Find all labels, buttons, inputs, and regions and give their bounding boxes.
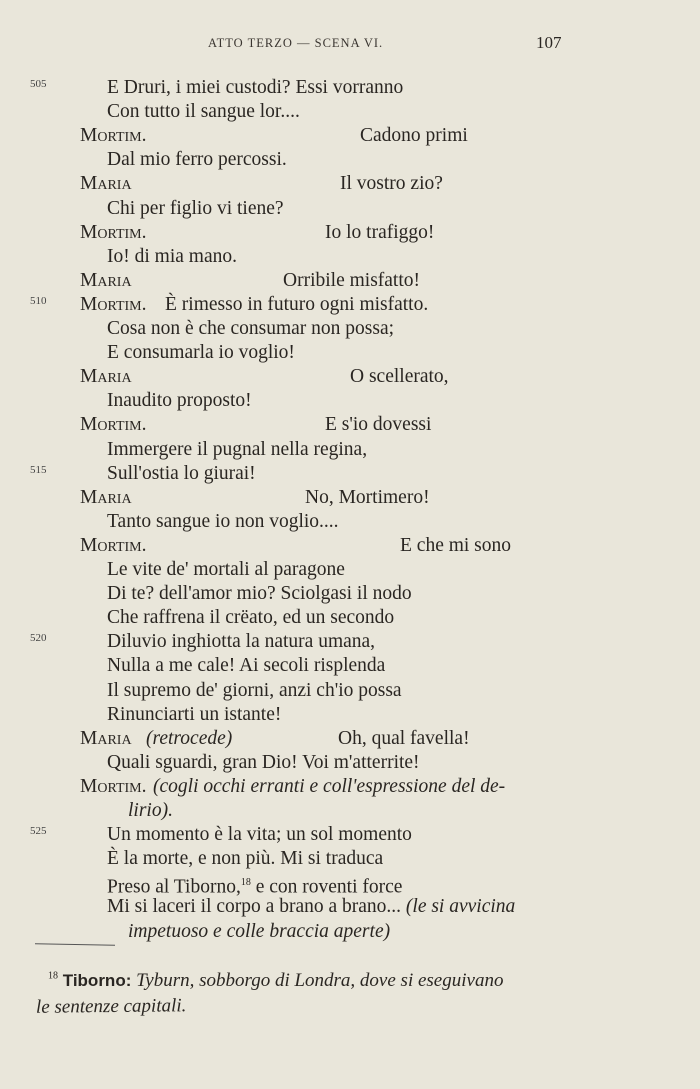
verse-line — [0, 823, 700, 847]
line-number: 520 — [30, 632, 47, 645]
verse-text — [107, 606, 394, 630]
verse-text — [107, 630, 375, 654]
verse-text — [107, 148, 287, 172]
verse-text-main: Chi per figlio vi tiene? — [107, 197, 284, 219]
verse-text-main: Sull'ostia lo giurai! — [107, 462, 256, 484]
verse-text — [107, 438, 367, 462]
verse-text-main: Rinunciarti un istante! — [107, 703, 282, 725]
footnote — [48, 970, 503, 992]
verse-text-main: Con tutto il sangue lor.... — [107, 101, 300, 123]
speaker-name: Mortim. — [80, 293, 147, 315]
verse-line — [0, 871, 700, 898]
speaker-name: Mortim. — [80, 221, 147, 243]
verse-text-main: Diluvio inghiotta la natura umana, — [107, 631, 376, 653]
verse-text — [107, 895, 515, 919]
verse-line — [0, 100, 700, 124]
verse-text — [107, 510, 339, 534]
verse-line — [0, 630, 700, 654]
verse-line — [0, 534, 700, 558]
verse-text-main: Dal mio ferro percossi. — [107, 149, 287, 171]
verse-text-main: Che raffrena il crëato, ed un secondo — [107, 607, 395, 629]
verse-text-main: Un momento è la vita; un sol momento — [107, 824, 412, 846]
verse-line — [0, 582, 700, 606]
verse-text-rest: e con roventi force — [250, 876, 403, 898]
verse-line — [0, 895, 700, 919]
verse-text — [107, 703, 281, 727]
verse-line — [0, 727, 700, 751]
footnote-term: Tiborno: — [62, 971, 132, 990]
verse-text-main: Tanto sangue io non voglio.... — [107, 510, 339, 532]
line-number: 515 — [30, 463, 47, 476]
verse-cue: O scellerato, — [350, 366, 449, 388]
verse-line — [0, 654, 700, 678]
verse-text: È rimesso in futuro ogni misfatto. — [165, 293, 429, 315]
verse-text — [107, 389, 252, 413]
verse-line — [0, 679, 700, 703]
verse-line — [0, 317, 700, 341]
verse-line — [0, 365, 700, 389]
speaker-name: Maria — [80, 173, 132, 195]
verse-line — [0, 76, 700, 100]
verse-line — [0, 389, 700, 413]
verse-line — [0, 775, 700, 799]
verse-line — [0, 245, 700, 269]
verse-text — [107, 76, 403, 100]
verse-line — [0, 558, 700, 582]
verse-cue: Il vostro zio? — [340, 173, 443, 195]
verse-line — [0, 293, 700, 317]
verse-line — [0, 606, 700, 630]
verse-cue: No, Mortimero! — [305, 486, 430, 508]
verse-line — [0, 486, 700, 510]
verse-text-main: Cosa non è che consumar non possa; — [107, 318, 395, 339]
verse-line — [0, 197, 700, 221]
verse-text — [107, 100, 300, 124]
verse-text — [107, 823, 412, 847]
footnote-reference: 18 — [240, 877, 251, 889]
verse-line — [0, 799, 700, 823]
verse-text-main: Le vite de' mortali al paragone — [107, 559, 345, 580]
verse-line — [0, 124, 700, 148]
footnote-continued — [36, 995, 187, 1019]
verse-text-main: Quali sguardi, gran Dio! Voi m'atterrite! — [107, 751, 420, 773]
footnote-rule — [35, 943, 115, 945]
footnote-marker: 18 — [48, 970, 58, 982]
verse-line — [0, 703, 700, 727]
verse-line — [0, 438, 700, 462]
verse-text-main: Mi si laceri il corpo a brano a brano... — [107, 896, 406, 918]
verse-text — [107, 317, 394, 341]
verse-line — [0, 341, 700, 365]
verse-text-main: Io! di mia mano. — [107, 245, 237, 267]
verse-line — [0, 148, 700, 172]
verse-text — [107, 245, 237, 269]
stage-direction: (retrocede) — [146, 727, 233, 749]
verse-cue: Io lo trafiggo! — [325, 221, 435, 243]
speaker-name: Maria — [80, 366, 132, 388]
footnote-text-1: Tyburn, sobborgo di Londra, dove si eseguivano — [136, 970, 504, 991]
verse-text — [107, 847, 383, 871]
verse-text-main: Preso al Tiborno, — [107, 876, 241, 898]
line-number: 505 — [30, 78, 47, 90]
verse-text-main: E Druri, i miei custodi? Essi vorranno — [107, 77, 404, 98]
footnote-text-2: le sentenze capitali. — [35, 995, 187, 1018]
verse-text-main: Inaudito proposto! — [107, 390, 252, 412]
verse-line — [0, 413, 700, 437]
speaker-name: Mortim. — [80, 775, 147, 797]
line-number: 525 — [30, 825, 47, 838]
verse-text-main: Di te? dell'amor mio? Sciolgasi il nodo — [107, 583, 412, 605]
verse-line — [0, 462, 700, 486]
stage-direction: (cogli occhi erranti e coll'espressione del de- — [153, 775, 506, 797]
verse-cue: Oh, qual favella! — [338, 727, 470, 749]
running-header: ATTO TERZO — SCENA VI. — [208, 36, 384, 50]
speaker-name: Maria — [80, 727, 132, 749]
verse-cue: Orribile misfatto! — [283, 269, 421, 291]
verse-text — [107, 751, 420, 775]
speaker-name: Mortim. — [80, 125, 147, 147]
verse-text — [107, 558, 345, 582]
stage-direction-continued: lirio). — [128, 800, 173, 821]
verse-text — [107, 679, 402, 703]
verse-text-main: E consumarla io voglio! — [107, 342, 295, 364]
verse-text-main: Nulla a me cale! Ai secoli risplenda — [107, 655, 386, 677]
verse-text-main: Il supremo de' giorni, anzi ch'io possa — [107, 679, 402, 701]
page-number: 107 — [536, 33, 562, 52]
verse-line — [0, 221, 700, 245]
verse-text — [107, 197, 284, 221]
verse-line — [0, 510, 700, 534]
verse-line — [0, 847, 700, 871]
verse-cue: Cadono primi — [360, 125, 468, 147]
verse-cue: E che mi sono — [400, 534, 512, 556]
verse-text-main: È la morte, e non più. Mi si traduca — [107, 848, 384, 870]
verse-text — [107, 582, 412, 606]
line-number: 510 — [30, 294, 47, 307]
verse-line — [0, 269, 700, 293]
speaker-name: Mortim. — [80, 534, 147, 556]
speaker-name: Maria — [80, 269, 132, 291]
stage-direction: (le si avvicina — [405, 896, 516, 918]
speaker-name: Mortim. — [80, 414, 147, 436]
verse-line — [0, 172, 700, 196]
verse-text — [107, 341, 295, 365]
verse-text — [107, 462, 256, 486]
verse-text-main: Immergere il pugnal nella regina, — [107, 438, 368, 460]
verse-cue: E s'io dovessi — [325, 414, 432, 436]
verse-text — [107, 654, 385, 678]
verse-line — [0, 751, 700, 775]
speaker-name: Maria — [80, 486, 132, 508]
verse-line — [0, 920, 700, 944]
stage-direction-continued: impetuoso e colle braccia aperte) — [128, 920, 391, 942]
